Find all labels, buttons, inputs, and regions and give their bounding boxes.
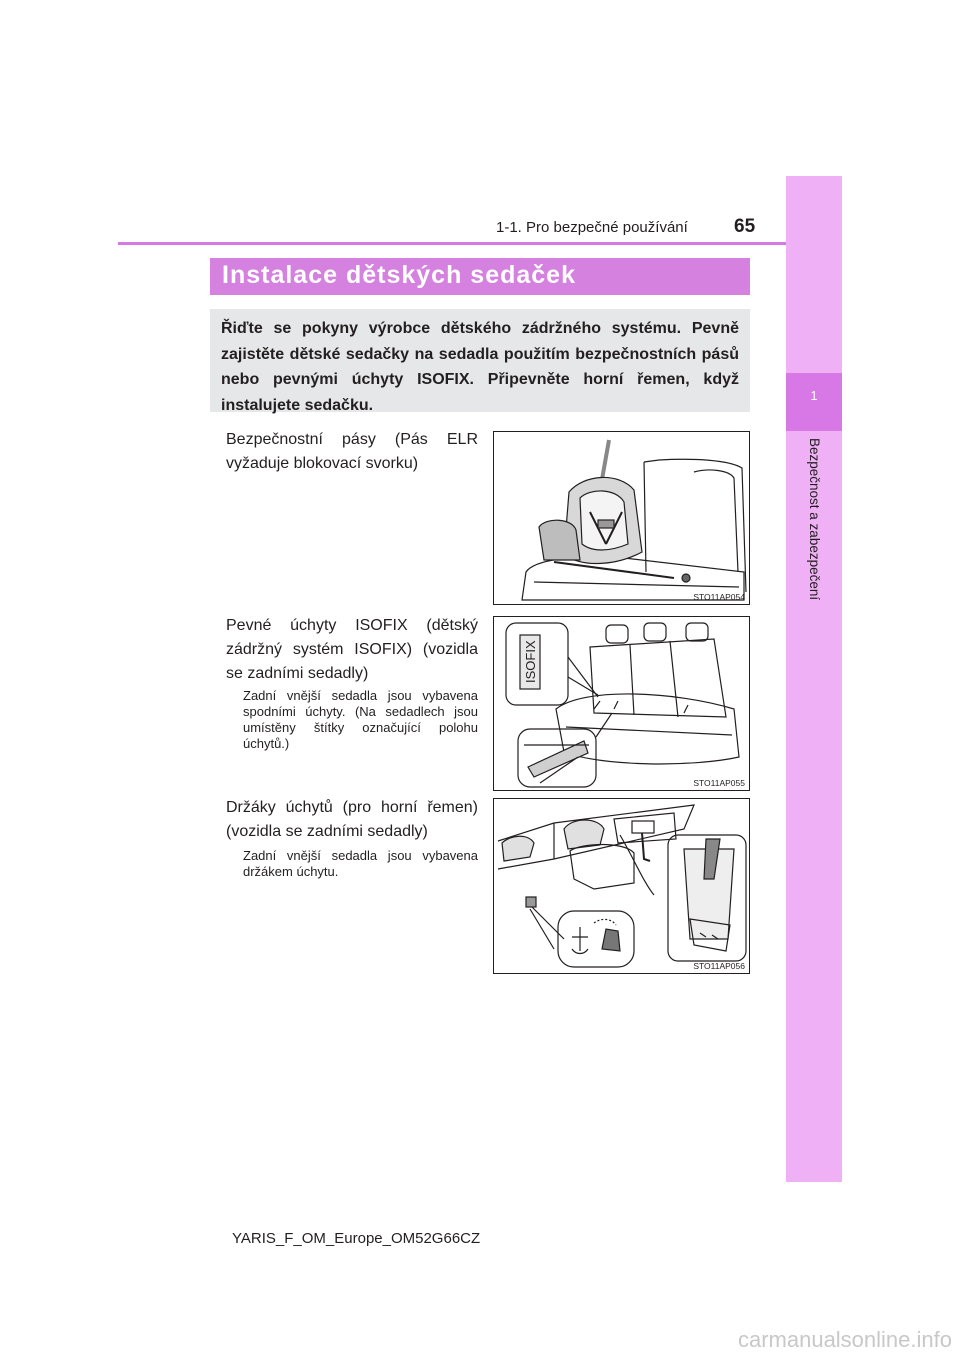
figure-code-3: STO11AP056 bbox=[693, 961, 745, 971]
header-divider bbox=[118, 242, 786, 245]
section-title: Instalace dětských sedaček bbox=[222, 261, 576, 289]
item-anchor-brackets: Držáky úchytů (pro horní řemen) (vozidla se zadními sedadly) bbox=[226, 799, 478, 840]
isofix-tag: ISOFIX bbox=[523, 640, 538, 683]
intro-box bbox=[210, 309, 750, 412]
page-number: 65 bbox=[734, 216, 756, 237]
figure-code-1: STO11AP054 bbox=[693, 592, 745, 602]
intro-text: Řiďte se pokyny výrobce dětského zádržného systému. Pevně zajistěte dětské sedačky na sedadla použitím bezpečnostních pásů nebo pevnými úchyty ISOFIX. Připevněte horní řemen, když instalujete sedačku. bbox=[221, 320, 739, 414]
figure-isofix-anchors bbox=[493, 616, 750, 791]
note-isofix: Zadní vnější sedadla jsou vybavena spodními úchyty. (Na sedadlech jsou umístěny štítky označující polohu úchytů.) bbox=[243, 688, 478, 751]
item-seat-belts: Bezpečnostní pásy (Pás ELR vyžaduje blokovací svorku) bbox=[226, 431, 478, 472]
figure-code-2: STO11AP055 bbox=[693, 778, 745, 788]
note-anchor-brackets: Zadní vnější sedadla jsou vybavena držákem úchytu. bbox=[243, 848, 478, 879]
figure-anchor-brackets bbox=[493, 798, 750, 974]
chapter-label: Bezpečnost a zabezpečení bbox=[807, 438, 822, 601]
child-seat-illustration bbox=[494, 432, 749, 604]
footer-document-code: YARIS_F_OM_Europe_OM52G66CZ bbox=[232, 1230, 481, 1247]
section-header: 1-1. Pro bezpečné používání bbox=[496, 219, 688, 236]
anchor-bracket-illustration bbox=[494, 799, 749, 973]
chapter-side-tab bbox=[786, 176, 842, 1182]
section-title-bar bbox=[210, 258, 750, 295]
watermark: carmanualsonline.info bbox=[737, 1327, 952, 1352]
item-isofix: Pevné úchyty ISOFIX (dětský zádržný systém ISOFIX) (vozidla se zadními sedadly) bbox=[226, 617, 478, 682]
figure-seat-belt-child-seat bbox=[493, 431, 750, 605]
isofix-illustration bbox=[494, 617, 749, 790]
chapter-number: 1 bbox=[810, 388, 818, 403]
